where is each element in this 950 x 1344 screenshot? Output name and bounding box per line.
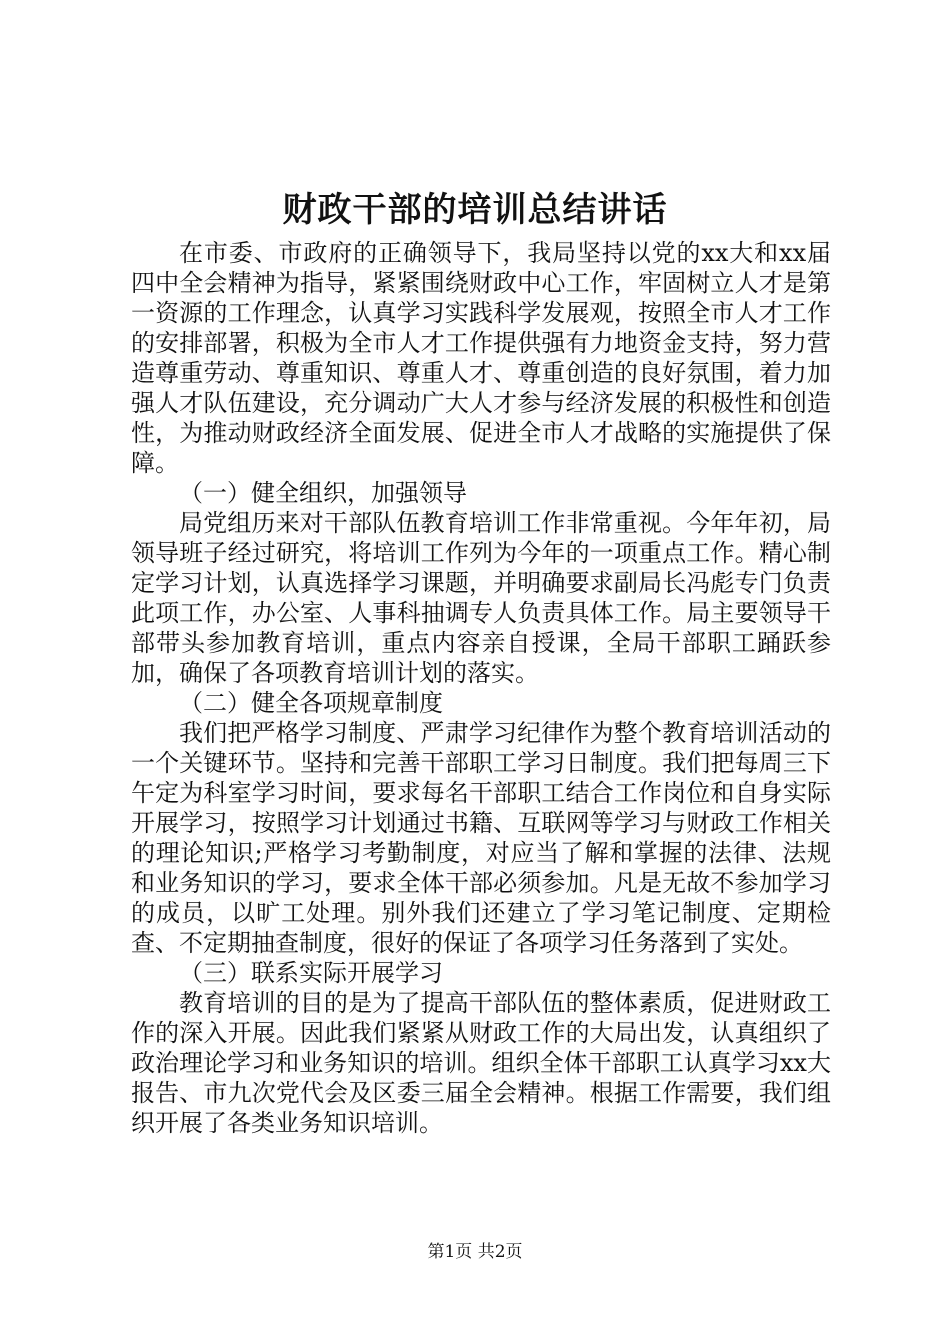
document-title: 财政干部的培训总结讲话 — [282, 190, 668, 230]
paragraph-intro: 在市委、市政府的正确领导下，我局坚持以党的xx大和xx届四中全会精神为指导，紧紧围绕财政中心工作，牢固树立人才是第一资源的工作理念，认真学习实践科学发展观，按照全市人才工作的安排部署，积极为全市人才工作提供强有力地资金支持，努力营造尊重劳动、尊重知识、尊重人才、尊重创造的良好氛围，着力加强人才队伍建设，充分调动广大人才参与经济发展的积极性和创造性，为推动财政经济全面发展、促进全市人才战略的实施提供了保障。 — [131, 239, 831, 477]
paragraph-section-2: 我们把严格学习制度、严肃学习纪律作为整个教育培训活动的一个关键环节。坚持和完善干部职工学习日制度。我们把每周三下午定为科室学习时间，要求每名干部职工结合工作岗位和自身实际开展学习，按照学习计划通过书籍、互联网等学习与财政工作相关的理论知识;严格学习考勤制度，对应当了解和掌握的法律、法规和业务知识的学习，要求全体干部必须参加。凡是无故不参加学习的成员，以旷工处理。别外我们还建立了学习笔记制度、定期检查、不定期抽查制度，很好的保证了各项学习任务落到了实处。 — [131, 719, 831, 957]
section-heading-1: （一）健全组织，加强领导 — [179, 479, 467, 507]
document-body — [131, 238, 831, 1138]
section-heading-2: （二）健全各项规章制度 — [179, 689, 443, 717]
paragraph-section-3: 教育培训的目的是为了提高干部队伍的整体素质，促进财政工作的深入开展。因此我们紧紧从财政工作的大局出发，认真组织了政治理论学习和业务知识的培训。组织全体干部职工认真学习xx大报告、市九次党代会及区委三届全会精神。根据工作需要，我们组织开展了各类业务知识培训。 — [131, 989, 831, 1137]
paragraph-section-1: 局党组历来对干部队伍教育培训工作非常重视。今年年初，局领导班子经过研究，将培训工作列为今年的一项重点工作。精心制定学习计划，认真选择学习课题，并明确要求副局长冯彪专门负责此项工作，办公室、人事科抽调专人负责具体工作。局主要领导干部带头参加教育培训，重点内容亲自授课，全局干部职工踊跃参加，确保了各项教育培训计划的落实。 — [131, 509, 831, 687]
section-heading-3: （三）联系实际开展学习 — [179, 959, 443, 987]
page-number-footer: 第1页 共2页 — [427, 1242, 523, 1262]
